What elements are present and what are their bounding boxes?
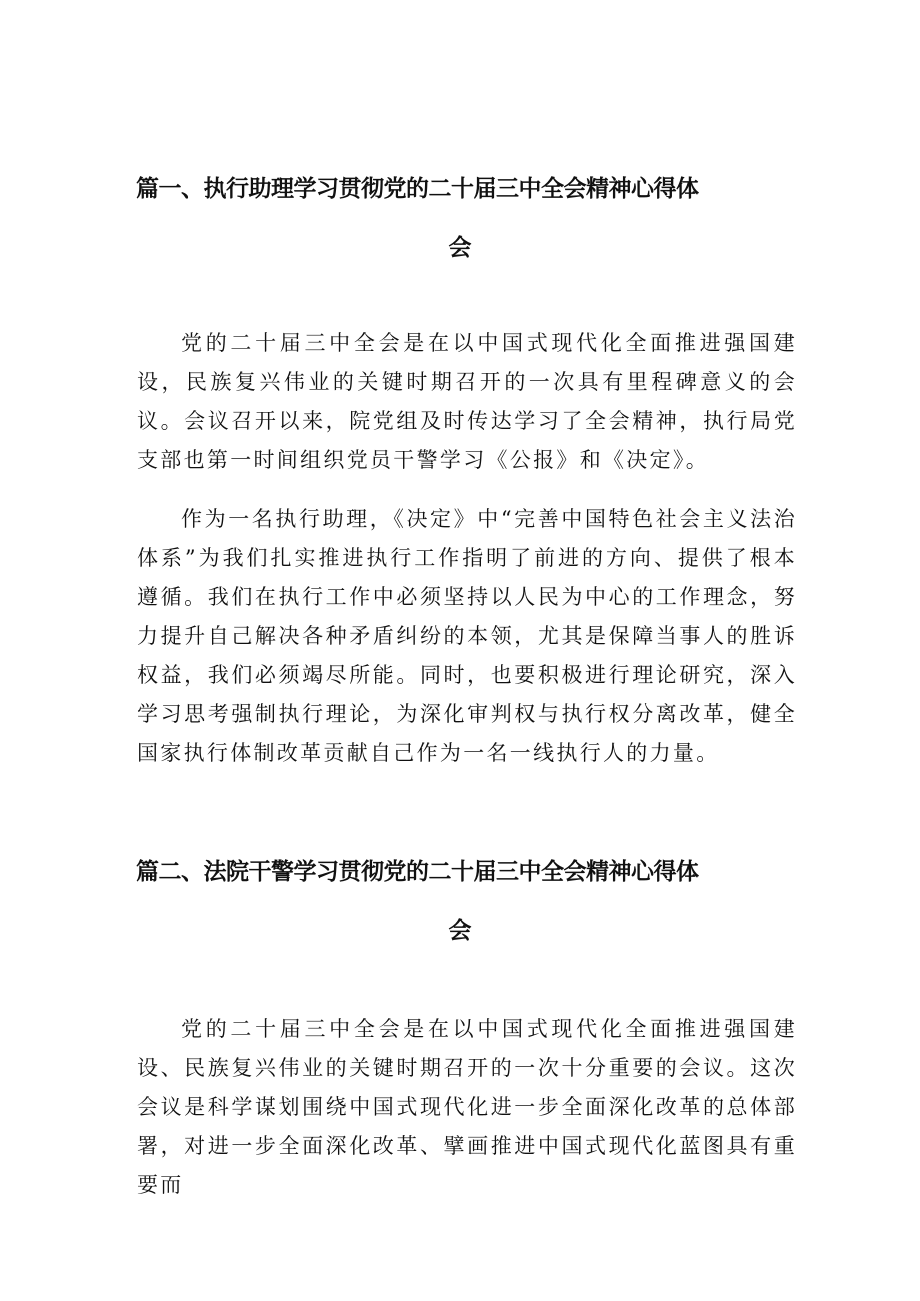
- section-1-title-continued: 会: [448, 235, 472, 261]
- section-1-paragraph-1: 党的二十届三中全会是在以中国式现代化全面推进强国建设，民族复兴伟业的关键时期召开的一次具有里程碑意义的会议。会议召开以来，院党组及时传达学习了全会精神，执行局党支部也第一时间组织党员干警学习《公报》和《决定》。: [137, 331, 797, 472]
- section-2-title-continued: 会: [448, 918, 472, 944]
- section-2-title: 篇二、法院干警学习贯彻党的二十届三中全会精神心得体: [136, 859, 699, 885]
- section-2-paragraph-1: 党的二十届三中全会是在以中国式现代化全面推进强国建设、民族复兴伟业的关键时期召开的一次十分重要的会议。这次会议是科学谋划围绕中国式现代化进一步全面深化改革的总体部署，对进一步全面深化改革、擘画推进中国式现代化蓝图具有重要而: [137, 1017, 797, 1197]
- section-1-paragraph-2: 作为一名执行助理，《决定》中“完善中国特色社会主义法治体系”为我们扎实推进执行工作指明了前进的方向、提供了根本遵循。我们在执行工作中必须坚持以人民为中心的工作理念，努力提升自己解决各种矛盾纠纷的本领，尤其是保障当事人的胜诉权益，我们必须竭尽所能。同时，也要积极进行理论研究，深入学习思考强制执行理论，为深化审判权与执行权分离改革，健全国家执行体制改革贡献自己作为一名一线执行人的力量。: [137, 507, 797, 765]
- section-1-title: 篇一、执行助理学习贯彻党的二十届三中全会精神心得体: [136, 176, 699, 202]
